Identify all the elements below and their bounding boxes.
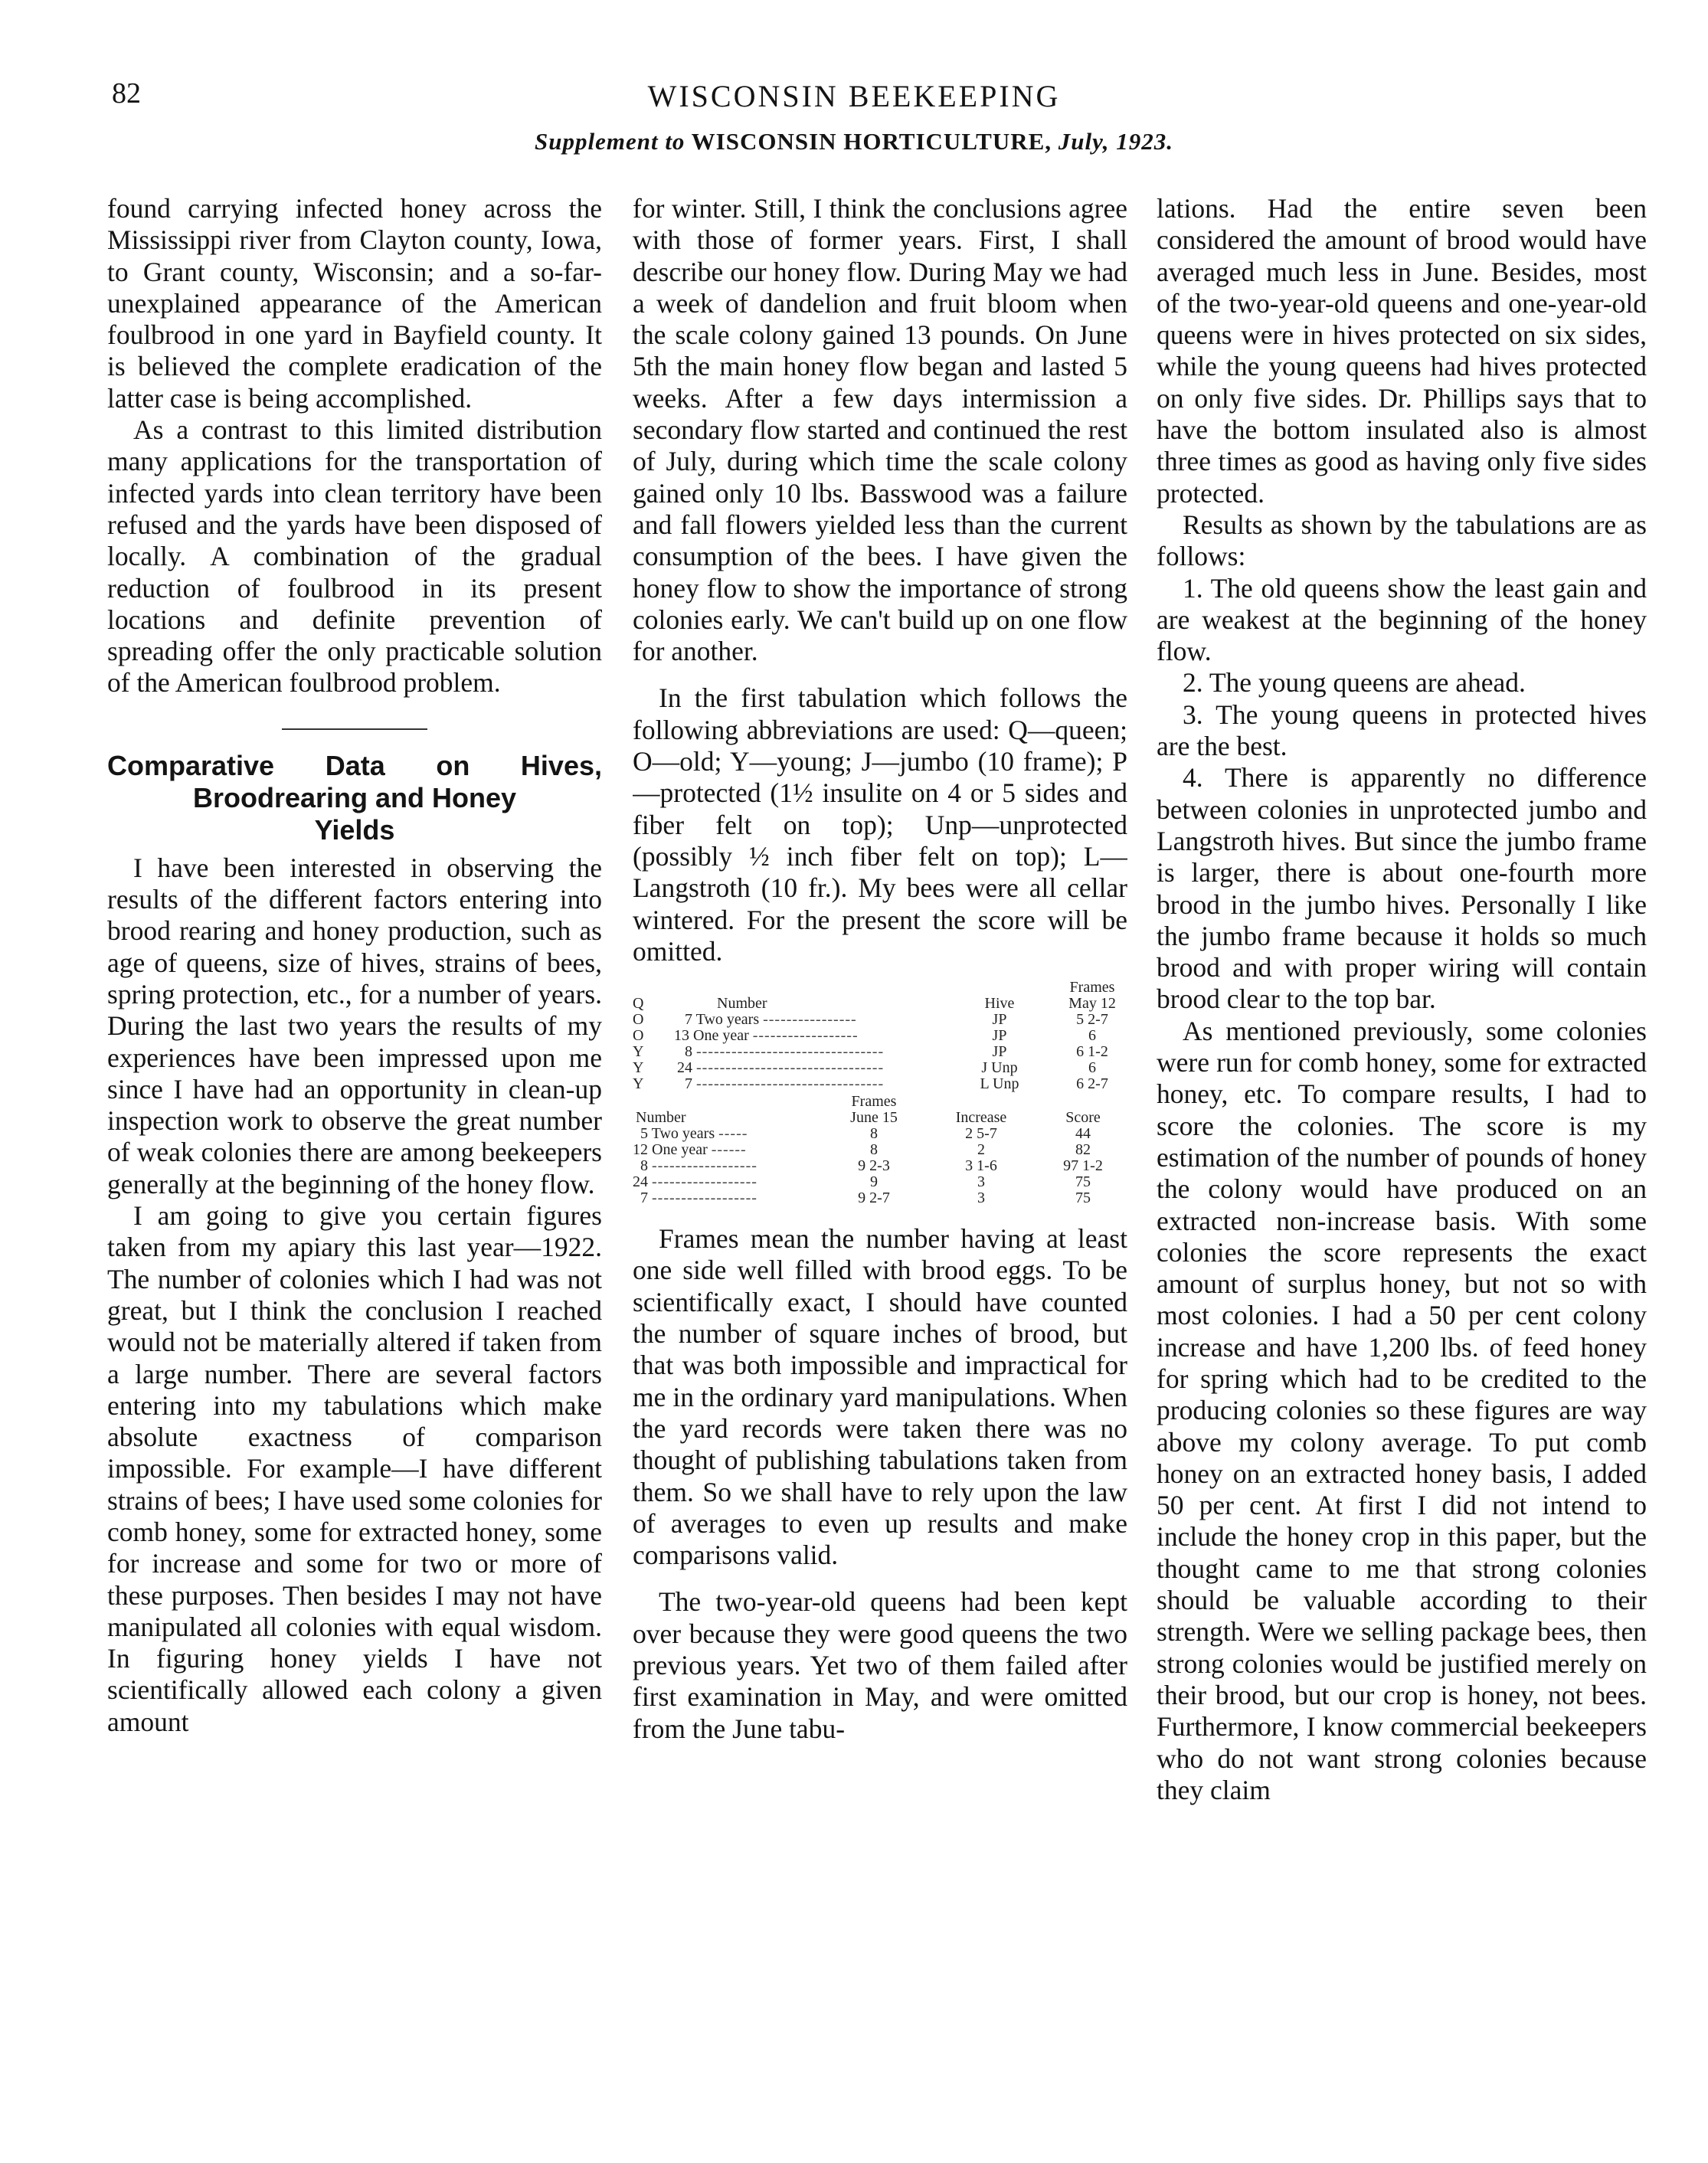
table1-header-date: May 12 [1068,995,1116,1013]
table-cell: 24 [633,1173,648,1191]
table2-header-increase: Increase [955,1109,1007,1127]
heading-line-2: Broodrearing and Honey [192,781,517,813]
supplement-publication: WISCONSIN HORTICULTURE, [691,128,1052,155]
table-cell: 9 2-7 [858,1189,890,1207]
left-paragraph-2: As a contrast to this limited distribution many applications for the transportation of infected yards into clean territory have been refused and the yards have been disposed of locally. A combination of the gradual reduction of foulbrood in its present locations and definite prevention of spreading offer the only practicable solution of the American foulbrood problem. [107,414,602,699]
table-cell: L Unp [980,1075,1019,1093]
table2-header-frames: Frames [851,1093,897,1111]
table-cell: 7 [640,1189,648,1207]
right-paragraph-2: Results as shown by the tabulations are as follows: [1157,509,1647,572]
table-cell: JP [992,1043,1007,1061]
left-paragraph-4: I am going to give you certain figures taken from my apiary this last year—1922. The number of colonies which I had was not great, but I think the conclusion I reached would not be materially altered if taken from a large number. There are several factors entering into my tabulations which make absolute exactness of comparison impossible. For example—I have different strains of bees; I have used some colonies for comb honey, some for extracted honey, some for increase and some for two or more of these purposes. Then besides I may not have manipulated all colonies with equal wisdom. In figuring honey yields I have not scientifically allowed each colony a given amount [107,1200,602,1737]
table-cell: 8 [870,1141,878,1159]
heading-line-3: Yields [314,813,395,846]
right-paragraph-1: lations. Had the entire seven been considered the amount of brood would have averaged much less in June. Besides, most of the two-year-old queens and one-year-old queens were in hives protected on six sides, while the young queens had hives protected on only five sides. Dr. Phillips says that to have the bottom insulated also is almost three times as good as having only five sides protected. [1157,193,1647,509]
table-cell: 6 [1088,1027,1096,1045]
table-cell: 7 [685,1075,692,1093]
table-cell: 8 [685,1043,692,1061]
table-row: O 7 Two years ---------------- JP 5 2-7 [633,1012,1127,1028]
table-cell: 7 Two years [685,1011,760,1029]
table-row: 24 ------------------ 9 3 75 [633,1174,1127,1190]
table-cell: 6 [1088,1059,1096,1077]
table-cell: JP [992,1011,1007,1029]
table1-header-frames: Frames [1069,979,1115,996]
data-tables [633,980,1127,1206]
section-divider [282,728,427,730]
table-row: Y 24 -------------------------------- J Unp 6 [633,1060,1127,1076]
table-cell: O [633,1011,644,1029]
table-cell: 97 1-2 [1063,1157,1103,1175]
table-cell: 8 [640,1157,648,1175]
table-cell: 44 [1075,1125,1091,1143]
middle-paragraph-3: Frames mean the number having at least one side well filled with brood eggs. To be scientifically exact, I should have counted the number of square inches of brood, but that was both impossible and impractical for me in the ordinary yard manipulations. When the yard records were taken there was no thought of publishing tabulations taken from them. So we shall have to rely upon the law of averages to even up results and make comparisons valid. [633,1223,1127,1571]
table-june [633,1094,1127,1206]
table-cell: JP [992,1027,1007,1045]
table-cell: 6 1-2 [1076,1043,1108,1061]
article-heading [107,750,602,846]
table-cell: 2 5-7 [965,1125,997,1143]
table1-header-number: Number [717,995,767,1013]
running-title: WISCONSIN BEEKEEPING [647,79,1061,113]
table-cell: J Unp [981,1059,1018,1077]
table-row: 5 Two years ----- 8 2 5-7 44 [633,1126,1127,1142]
supplement-date: July, 1923. [1058,128,1173,155]
table-cell: 5 Two years [640,1125,715,1143]
table-cell: 3 [977,1189,985,1207]
left-column [107,193,602,2123]
right-column [1157,193,1647,2123]
result-item-3: 3. The young queens in protected hives are the best. [1157,699,1647,762]
middle-paragraph-4: The two-year-old queens had been kept over because they were good queens the two previous years. Yet two of them failed after first examination in May, and were omitted from the June tabu- [633,1586,1127,1744]
table-row: O 13 One year ------------------ JP 6 [633,1028,1127,1044]
right-paragraph-3: As mentioned previously, some colonies were run for comb honey, some for extracted honey, etc. To compare results, I had to score the colonies. The score is my estimation of the number of pounds of honey the colony would have produced on an extracted non-increase basis. With some colonies the score represents the exact amount of surplus honey, but not so with most colonies. I had a 50 per cent colony increase and have 1,200 lbs. of feed honey for spring which had to be credited to the producing colonies so these figures are way above my colony average. To put comb honey on an extracted honey basis, I added 50 per cent. At first I did not intend to include the honey crop in this paper, but the thought came to me that strong colonies should be valuable according to their strength. Were we selling package bees, then strong colonies would be justified merely on their brood, but our crop is honey, not bees. Furthermore, I know commercial beekeepers who do not want strong colonies because they claim [1157,1015,1647,1805]
table-cell: 9 [870,1173,878,1191]
result-item-4: 4. There is apparently no difference between colonies in unprotected jumbo and Langstroth hives. But since the jumbo frame is larger, there is about one-fourth more brood in the jumbo hives. Personally I like the jumbo frame because it holds so much brood and with proper wiring will contain brood clear to the top bar. [1157,762,1647,1015]
table-cell: 24 [677,1059,692,1077]
table2-header-date: June 15 [850,1109,898,1127]
table-cell: 3 [977,1173,985,1191]
left-paragraph-3: I have been interested in observing the results of the different factors entering into brood rearing and honey production, such as age of queens, size of hives, strains of bees, spring protection, etc., for a number of years. During the last two years the results of my experiences have been impressed upon me since I have had an opportunity in clean-up inspection work to observe the great number of weak colonies there are among beekeepers generally at the beginning of the honey flow. [107,852,602,1199]
table-row: Y 8 -------------------------------- JP 6 1-2 [633,1044,1127,1060]
middle-paragraph-1: for winter. Still, I think the conclusions agree with those of former years. First, I shall describe our honey flow. During May we had a week of dandelion and fruit bloom when the scale colony gained 13 pounds. On June 5th the main honey flow began and lasted 5 weeks. After a few days intermission a secondary flow started and continued the rest of July, during which time the scale colony gained only 10 lbs. Basswood was a failure and fall flowers yielded less than the current consumption of the bees. I have given the honey flow to show the importance of strong colonies early. We can't build up on one flow for another. [633,193,1127,667]
supplement-line [0,128,1708,155]
table1-header-q: Q [633,995,644,1013]
table1-header-hive: Hive [984,995,1015,1013]
table-cell: Y [633,1075,644,1093]
table2-header-number: Number [636,1109,686,1127]
table-row: Y 7 -------------------------------- L Unp 6 2-7 [633,1076,1127,1092]
table-cell: 5 2-7 [1076,1011,1108,1029]
table-cell: 8 [870,1125,878,1143]
table-cell: 6 2-7 [1076,1075,1108,1093]
table-row: 8 ------------------ 9 2-3 3 1-6 97 1-2 [633,1158,1127,1174]
table-cell: 9 2-3 [858,1157,890,1175]
table-cell: Y [633,1043,644,1061]
table-cell: 3 1-6 [965,1157,997,1175]
table-row: 12 One year ------ 8 2 82 [633,1142,1127,1158]
middle-column [633,193,1127,2123]
table2-header-score: Score [1065,1109,1101,1127]
page-number: 82 [112,77,141,110]
middle-paragraph-2: In the first tabulation which follows the following abbreviations are used: Q—queen; O—old; Y—young; J—jumbo (10 frame); P—protected (1½ insulite on 4 or 5 sides and fiber felt on top); Unp—unprotected (possibly ½ inch fiber felt on top); L—Langstroth (10 fr.). My bees were all cellar wintered. For the present the score will be omitted. [633,682,1127,967]
left-paragraph-1: found carrying infected honey across the Mississippi river from Clayton county, Iowa, to Grant county, Wisconsin; and a so-far-unexplained appearance of the American foulbrood in one yard in Bayfield county. It is believed the complete eradication of the latter case is being accomplished. [107,193,602,414]
table-cell: 2 [977,1141,985,1159]
table-cell: 13 One year [674,1027,749,1045]
table-cell: Y [633,1059,644,1077]
table-cell: 82 [1075,1141,1091,1159]
table-may [633,980,1127,1092]
heading-line-1: Comparative Data on Hives, [107,749,602,781]
result-item-2: 2. The young queens are ahead. [1183,667,1526,699]
table-row: 7 ------------------ 9 2-7 3 75 [633,1190,1127,1206]
result-item-1: 1. The old queens show the least gain and are weakest at the beginning of the honey flow. [1157,572,1647,667]
supplement-prefix: Supplement to [534,128,685,155]
table-cell: 75 [1075,1173,1091,1191]
table-cell: O [633,1027,644,1045]
table-cell: 12 One year [633,1141,708,1159]
table-cell: 75 [1075,1189,1091,1207]
